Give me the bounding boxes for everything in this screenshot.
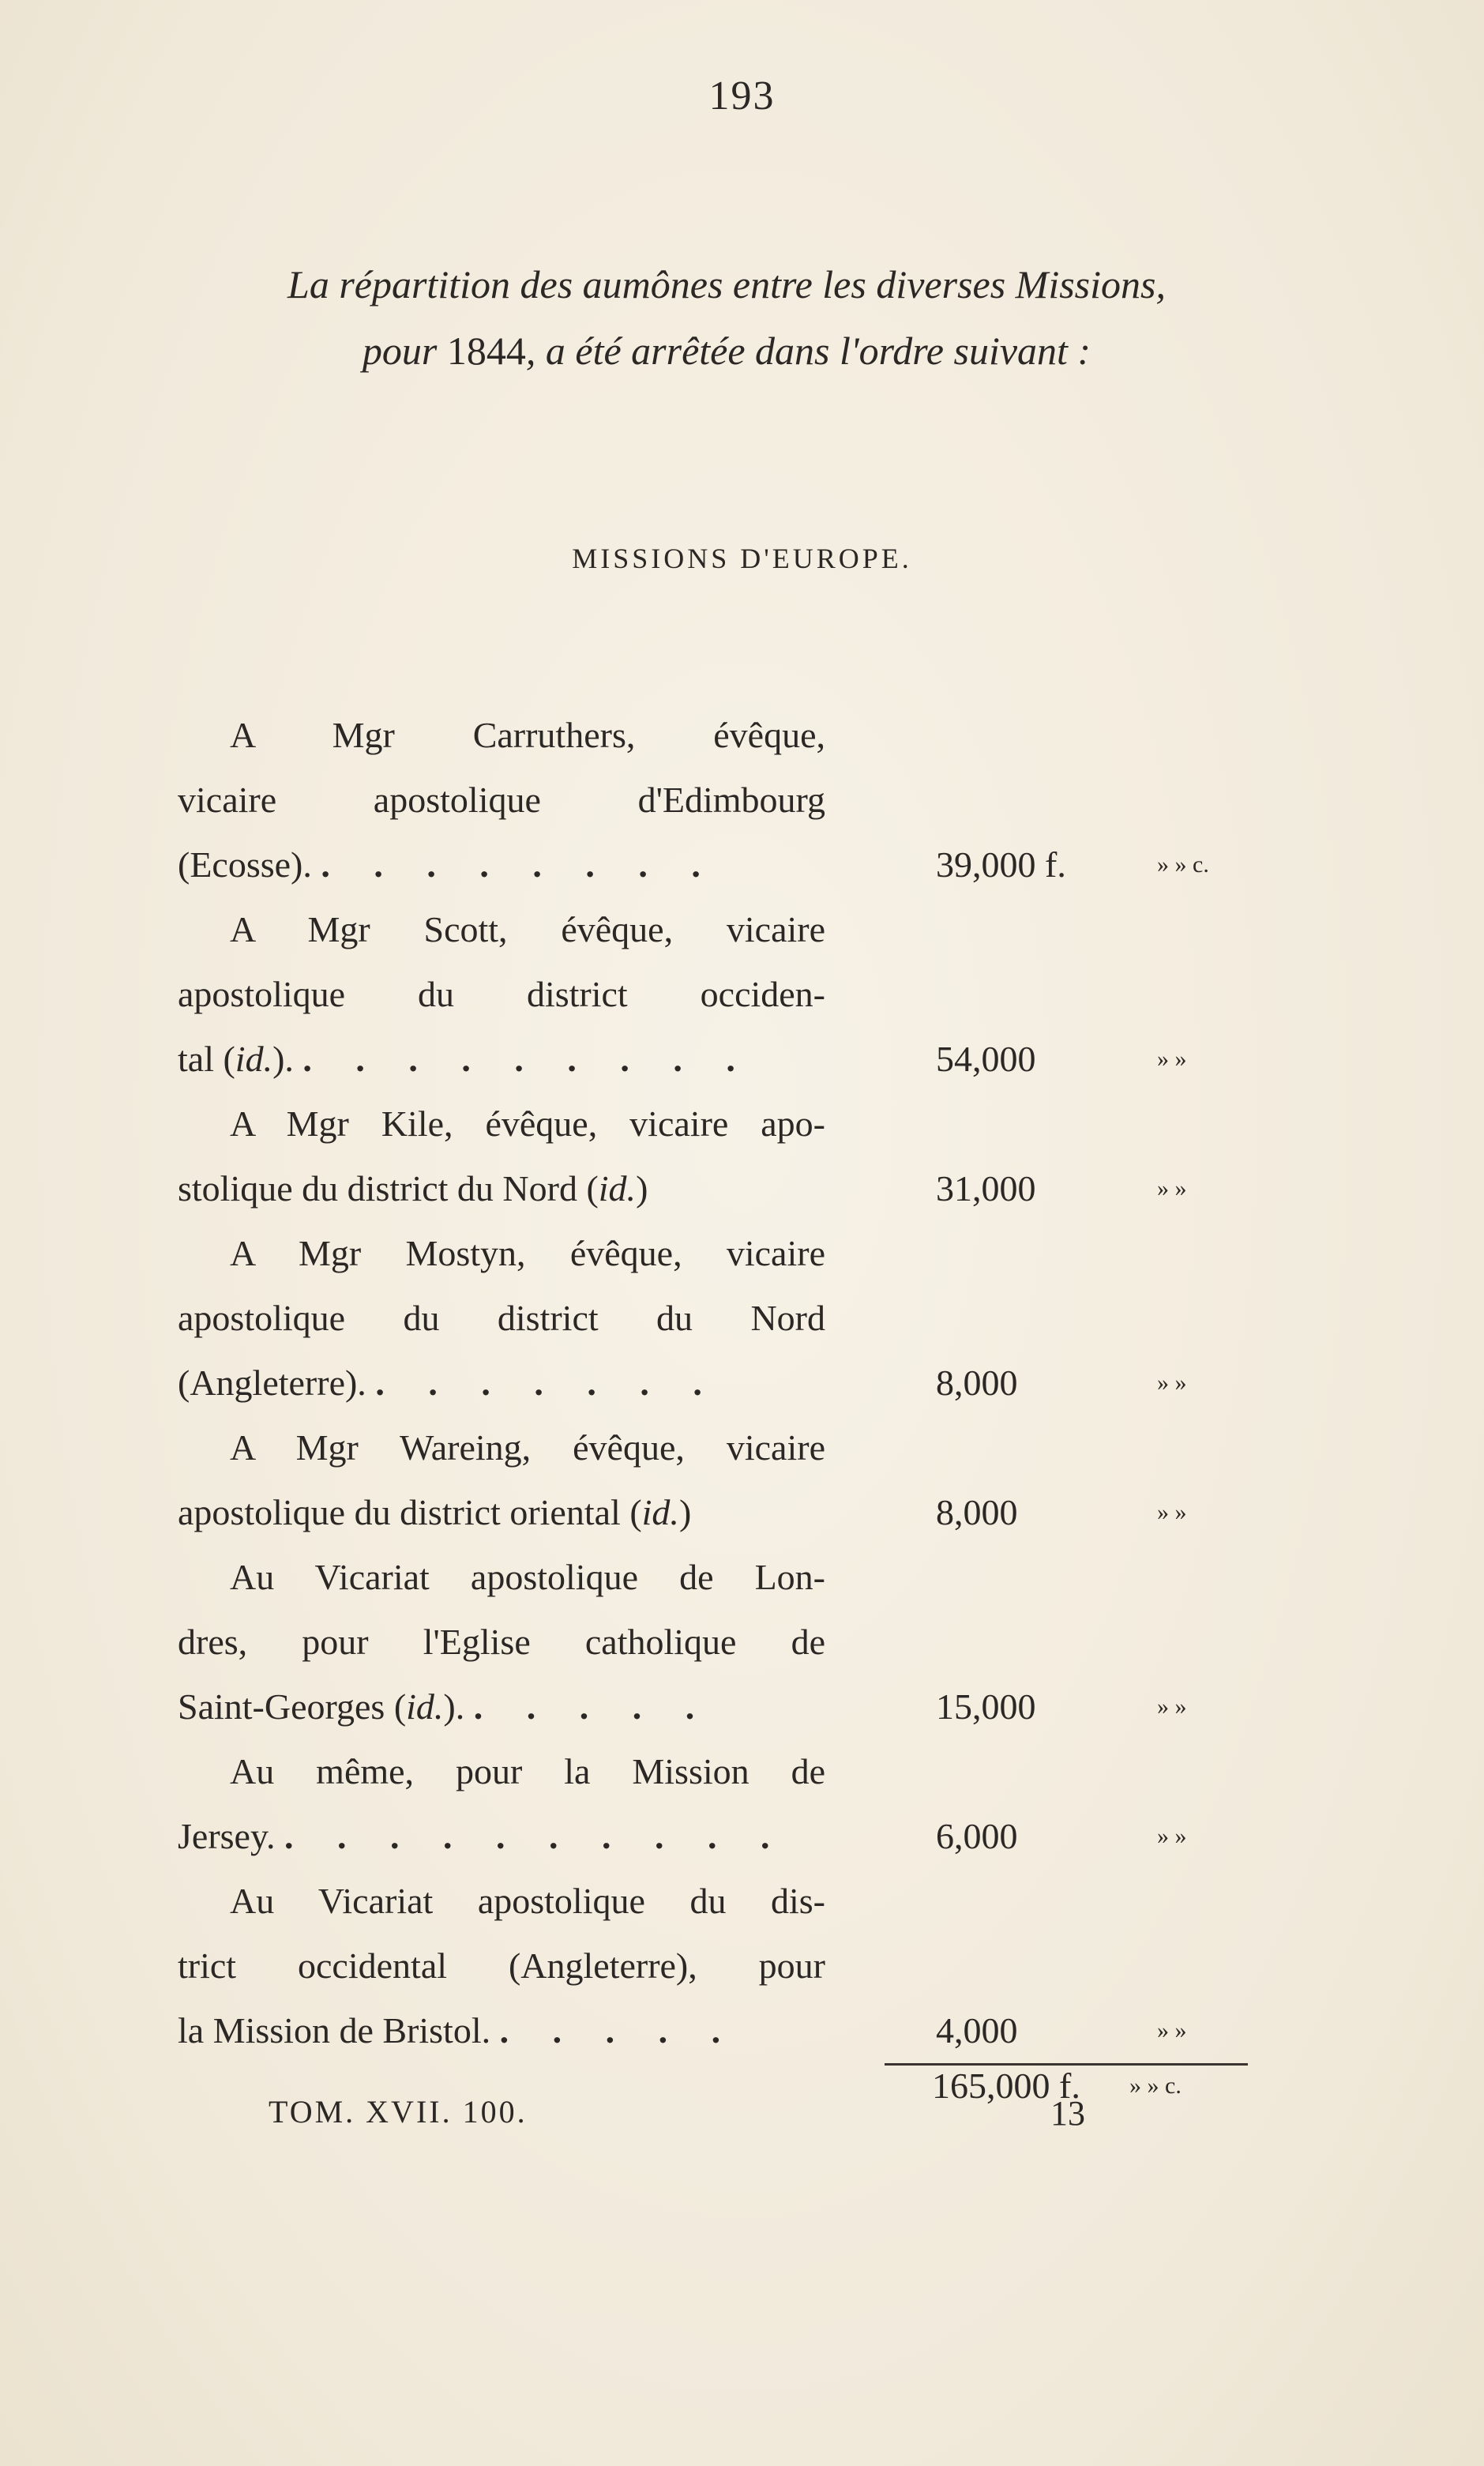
entry-text-line	[178, 1675, 1187, 1739]
leader-dots: . . . . . . . . . .	[284, 1816, 787, 1856]
entry-text: trict occidental (Angleterre), pour	[178, 1945, 825, 1986]
entry-cents: » »	[1157, 1175, 1187, 1201]
page-number: 193	[708, 73, 776, 118]
entry-text: Au Vicariat apostolique du dis-	[230, 1881, 825, 1921]
entry-text: apostolique du district du Nord	[178, 1298, 825, 1338]
entry-item	[178, 1869, 1268, 2063]
entry-cents: » »	[1157, 1046, 1187, 1072]
entry-text: Jersey.	[178, 1816, 276, 1856]
entry-amount: 8,000	[936, 1492, 1018, 1532]
intro-year: 1844	[446, 329, 526, 373]
entry-text-line	[178, 1804, 1187, 1869]
entry-text-italic: id.	[598, 1168, 637, 1209]
entry-cents: » » c.	[1157, 851, 1209, 878]
entry-text: apostolique du district occiden-	[178, 974, 825, 1014]
entry-text-line	[178, 1221, 825, 1286]
total-amount: 165,000 f.	[932, 2066, 1080, 2106]
entry-text: dres, pour l'Eglise catholique de	[178, 1622, 825, 1662]
entry-cents: » »	[1157, 1370, 1187, 1396]
entry-item	[178, 1092, 1268, 1221]
entry-text-line	[178, 1156, 1187, 1221]
entry-text: Au même, pour la Mission de	[230, 1751, 825, 1791]
entry-text-line	[178, 1351, 1187, 1415]
entry-text-italic: id.	[641, 1492, 679, 1532]
entry-text-italic: id.	[235, 1039, 273, 1079]
entry-text-line	[178, 1934, 825, 1998]
intro-line-2	[174, 318, 1279, 384]
entry-amount: 6,000	[936, 1816, 1018, 1856]
leader-dots: . . . . .	[499, 2010, 738, 2051]
entry-text: A Mgr Scott, évêque, vicaire	[230, 909, 825, 949]
entries-list	[178, 703, 1268, 2063]
leader-dots: . . . . . . .	[375, 1363, 719, 1403]
total-cents: » » c.	[1129, 2073, 1182, 2099]
entry-text: A Mgr Mostyn, évêque, vicaire	[230, 1233, 825, 1273]
entry-text-line	[178, 1415, 825, 1480]
leader-dots: . . . . .	[473, 1686, 712, 1727]
entry-amount: 39,000 f.	[936, 844, 1066, 885]
entry-text-italic: id.	[406, 1686, 444, 1727]
entry-text-line	[178, 1286, 825, 1351]
entry-text-line	[178, 1092, 825, 1156]
entry-item	[178, 1221, 1268, 1415]
entry-amount: 8,000	[936, 1363, 1018, 1403]
entry-item	[178, 1415, 1268, 1545]
intro-paragraph	[174, 251, 1279, 384]
entry-text: (Ecosse).	[178, 844, 312, 885]
entry-text-line	[178, 703, 825, 768]
intro-line-2-pre: pour	[362, 329, 447, 373]
entry-text-line	[178, 1739, 825, 1804]
entry-amount: 15,000	[936, 1686, 1036, 1727]
entry-cents: » »	[1157, 1499, 1187, 1525]
intro-line-1: La répartition des aumônes entre les diverses Missions,	[287, 262, 1166, 306]
entry-text: A Mgr Carruthers, évêque,	[230, 715, 825, 755]
entry-item	[178, 897, 1268, 1092]
entry-text-line	[178, 833, 1209, 897]
entry-text-line	[178, 897, 825, 962]
entry-text-line	[178, 1869, 825, 1934]
entry-item	[178, 703, 1268, 897]
entry-amount: 31,000	[936, 1168, 1036, 1209]
entry-text: Saint-Georges (id.).	[178, 1686, 465, 1727]
footer-signature: TOM. XVII. 100.	[269, 2094, 528, 2130]
entry-cents: » »	[1157, 2017, 1187, 2043]
entry-text: apostolique du district oriental (id.)	[178, 1492, 692, 1532]
entry-text-line	[178, 1998, 1187, 2063]
entry-text: Au Vicariat apostolique de Lon-	[230, 1557, 825, 1597]
entry-text-line	[178, 1610, 825, 1675]
entry-cents: » »	[1157, 1823, 1187, 1849]
entry-text-line	[178, 768, 825, 833]
entry-amount: 4,000	[936, 2010, 1018, 2051]
leader-dots: . . . . . . . .	[321, 844, 718, 885]
entry-text-line	[178, 1480, 1187, 1545]
entry-text: A Mgr Kile, évêque, vicaire apo-	[230, 1103, 825, 1144]
entry-text-line	[178, 1027, 1187, 1092]
footer-sheet-number: 13	[1050, 2094, 1085, 2133]
entry-item	[178, 1545, 1268, 1739]
entry-text-line	[178, 962, 825, 1027]
entry-cents: » »	[1157, 1693, 1187, 1720]
entry-text: A Mgr Wareing, évêque, vicaire	[230, 1427, 825, 1468]
entry-amount: 54,000	[936, 1039, 1036, 1079]
section-title: MISSIONS D'EUROPE.	[572, 543, 912, 574]
leader-dots: . . . . . . . . .	[302, 1039, 753, 1079]
entry-text: stolique du district du Nord (id.)	[178, 1168, 648, 1209]
entry-text: (Angleterre).	[178, 1363, 366, 1403]
entry-text: tal (id.).	[178, 1039, 294, 1079]
intro-line-2-post: , a été arrêtée dans l'ordre suivant :	[525, 329, 1091, 373]
entry-text-line	[178, 1545, 825, 1610]
entry-text: la Mission de Bristol.	[178, 2010, 491, 2051]
entry-item	[178, 1739, 1268, 1869]
entry-text: vicaire apostolique d'Edimbourg	[178, 780, 825, 820]
